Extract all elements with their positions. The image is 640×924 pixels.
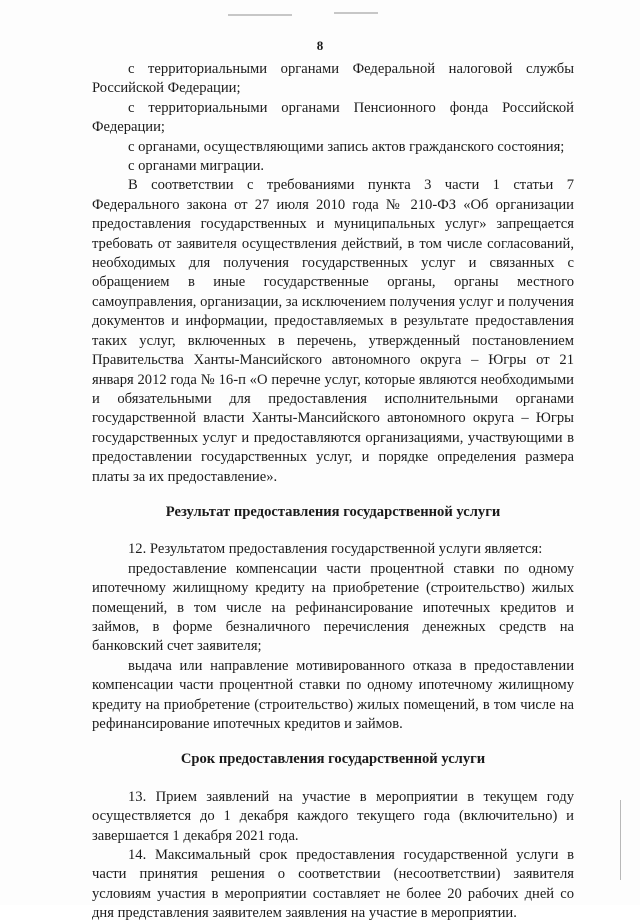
spacer xyxy=(92,487,574,503)
scan-artifact-right xyxy=(334,12,378,14)
scan-artifact-edge xyxy=(620,800,621,880)
paragraph: с территориальными органами Пенсионного фонда Российской Федерации; xyxy=(92,99,574,136)
spacer xyxy=(92,522,574,540)
paragraph: выдача или направление мотивированного отказа в предоставлении компенсации части процентной ставки по одному ипотечному жилищному кредиту на приобретение (строительство) жилых помещений, в том числе на рефинансирование ипотечных кредитов и займов. xyxy=(92,657,574,732)
spacer xyxy=(92,770,574,788)
paragraph: 13. Прием заявлений на участие в мероприятии в текущем году осуществляется до 1 декабря каждого текущего года (включительно) и завершается 1 декабря 2021 года. xyxy=(92,788,574,844)
paragraph: с органами, осуществляющими запись актов гражданского состояния; xyxy=(128,138,565,155)
page-number: 8 xyxy=(316,38,324,53)
paragraph: 14. Максимальный срок предоставления государственной услуги в части принятия решения о соответствии (несоответствии) заявителя условиям участия в мероприятии составляет не более 20 рабочих дней со дня представления заявителем заявления на участие в мероприятии. xyxy=(92,847,574,922)
scan-artifact-left xyxy=(228,14,292,16)
document-body xyxy=(92,60,574,924)
paragraph: В соответствии с требованиями пункта 3 части 1 статьи 7 Федерального закона от 27 июля 2010 года № 210-ФЗ «Об организации предоставления государственных и муниципальных услуг» запрещается требовать от заявителя осуществления действий, в том числе согласований, необходимых для получения государственных услуг и связанных с обращением в иные государственные органы, органы местного самоуправления, организации, за исключением получения услуг и получения документов и информации, предоставляемых в результате предоставления таких услуг, включенных в перечень, утвержденный постановлением Правительства Ханты-Мансийского автономного округа – Югры от 21 января 2012 года № 16-п «О перечне услуг, которые являются необходимыми и обязательными для предоставления исполнительными органами государственной власти Ханты-Мансийского автономного округа – Югры государственных услуг и предоставляются организациями, участвующими в предоставлении государственных услуг, и порядке определения размера платы за их предоставление». xyxy=(92,177,574,485)
paragraph: с органами миграции. xyxy=(128,158,265,175)
section-heading-term: Срок предоставления государственной услуги xyxy=(180,751,486,768)
paragraph: 12. Результатом предоставления государственной услуги является: xyxy=(128,541,543,558)
paragraph: с территориальными органами Федеральной налоговой службы Российской Федерации; xyxy=(92,61,574,97)
spacer xyxy=(92,734,574,750)
paragraph: предоставление компенсации части процентной ставки по одному ипотечному жилищному кредиту на приобретение (строительство) жилых помещений, в том числе на рефинансирование ипотечных кредитов и займов, в форме безналичного перечисления денежных средств на банковский счет заявителя; xyxy=(92,560,574,655)
section-heading-result: Результат предоставления государственной услуги xyxy=(165,503,501,520)
